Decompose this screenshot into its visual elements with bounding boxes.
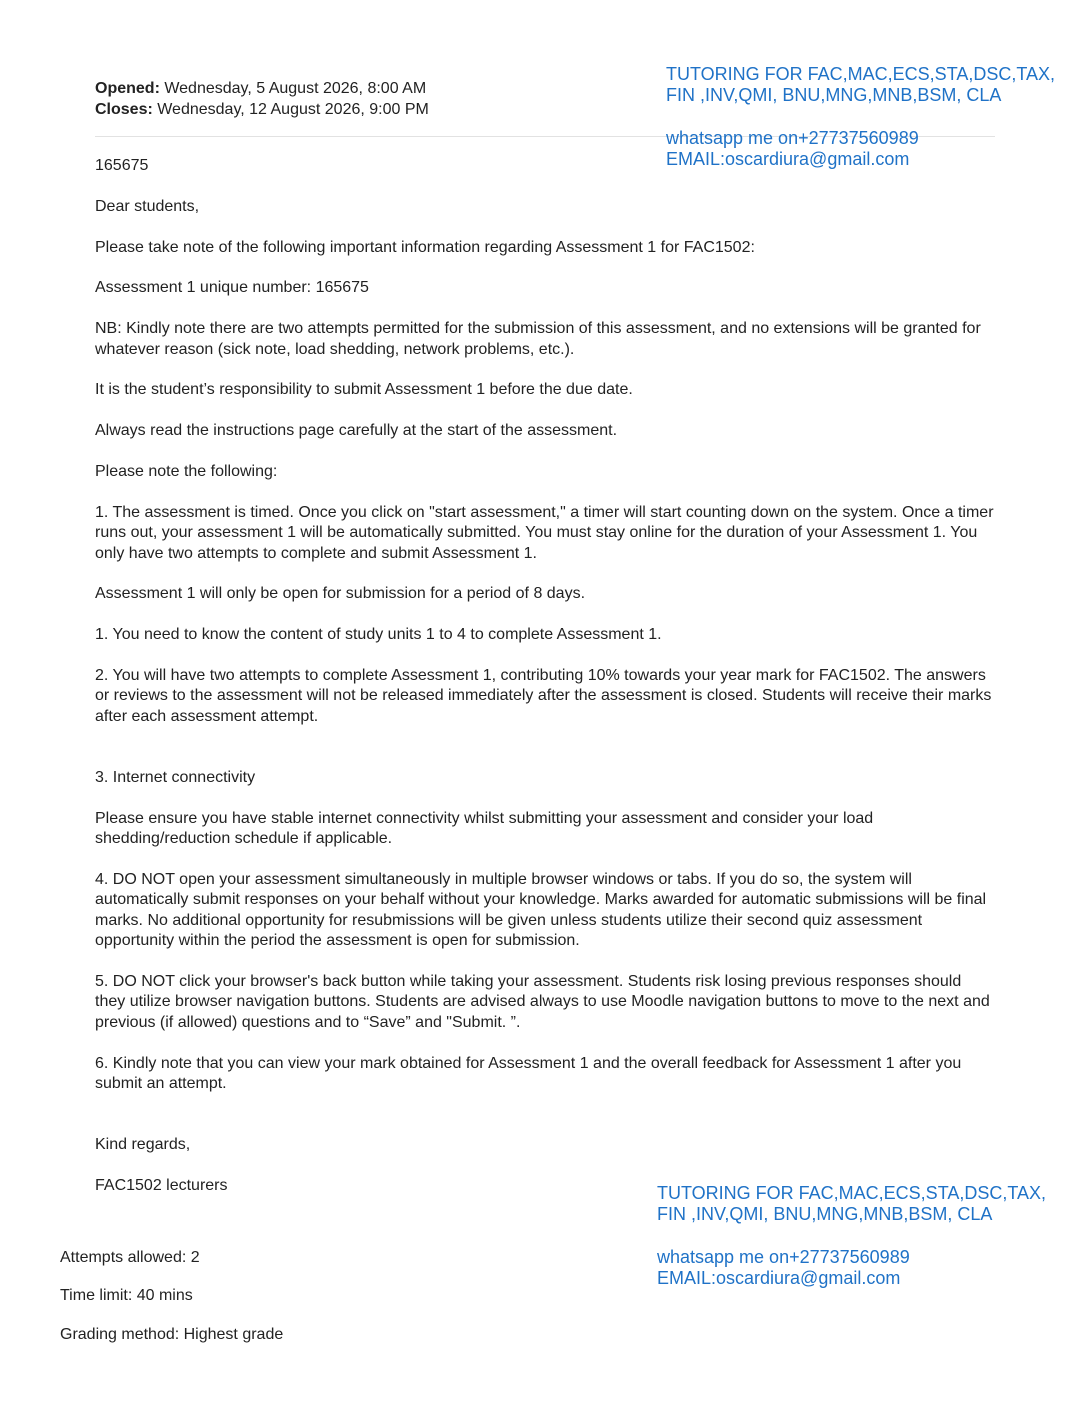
promo-whatsapp: whatsapp me on+27737560989 xyxy=(666,128,919,148)
nb-paragraph: NB: Kindly note there are two attempts permitted for the submission of this assessment, and no extensions will be granted for whatever reason (sick note, load shedding, network problems, etc.). xyxy=(95,320,981,358)
feedback-paragraph: 6. Kindly note that you can view your mark obtained for Assessment 1 and the overall feedback for Assessment 1 after you submit an attempt. xyxy=(95,1054,962,1093)
opened-label: Opened: xyxy=(95,80,160,97)
promo-email: EMAIL:oscardiura@gmail.com xyxy=(666,149,910,169)
closing-regards: Kind regards, xyxy=(95,1136,191,1154)
opened-value: Wednesday, 5 August 2026, 8:00 AM xyxy=(159,80,427,97)
attempts-allowed: Attempts allowed: 2 xyxy=(60,1249,200,1266)
intro-paragraph: Please take note of the following important information regarding Assessment 1 for FAC1502: xyxy=(95,238,755,256)
assessment-description xyxy=(95,156,995,1217)
greeting: Dear students, xyxy=(95,197,200,215)
study-units-paragraph: 1. You need to know the content of study units 1 to 4 to complete Assessment 1. xyxy=(95,626,662,644)
instructions-paragraph: Always read the instructions page carefully at the start of the assessment. xyxy=(95,422,618,440)
assessment-dates xyxy=(95,78,429,120)
note-heading: Please note the following: xyxy=(95,462,278,480)
tutoring-watermark-bottom xyxy=(657,1183,1046,1289)
closes-value: Wednesday, 12 August 2026, 9:00 PM xyxy=(152,101,429,118)
promo-email: EMAIL:oscardiura@gmail.com xyxy=(657,1268,901,1288)
promo-subjects-line-2: FIN ,INV,QMI, BNU,MNG,MNB,BSM, CLA xyxy=(657,1204,993,1224)
closes-label: Closes: xyxy=(95,101,153,118)
timed-paragraph: 1. The assessment is timed. Once you click on "start assessment," a timer will start counting down on the system. Once a timer runs out, your assessment 1 will be automatically submitted. You must stay online for the duration of your Assessment 1. You only have two attempts to complete and submit Assessment 1. xyxy=(95,503,994,562)
responsibility-paragraph: It is the student’s responsibility to submit Assessment 1 before the due date. xyxy=(95,381,633,399)
open-period-paragraph: Assessment 1 will only be open for submission for a period of 8 days. xyxy=(95,585,586,603)
connectivity-heading: 3. Internet connectivity xyxy=(95,769,256,786)
opened-row xyxy=(95,78,429,99)
time-limit: Time limit: 40 mins xyxy=(60,1287,193,1304)
attempts-paragraph: 2. You will have two attempts to complete Assessment 1, contributing 10% towards your year mark for FAC1502. The answers or reviews to the assessment will not be released immediately after the assessment is closed. Students will receive their marks after each assessment attempt. xyxy=(95,666,992,725)
promo-subjects-line-2: FIN ,INV,QMI, BNU,MNG,MNB,BSM, CLA xyxy=(666,85,1002,105)
promo-whatsapp: whatsapp me on+27737560989 xyxy=(657,1247,910,1267)
unique-number: 165675 xyxy=(95,157,149,174)
tutoring-watermark-top xyxy=(666,64,1055,170)
connectivity-paragraph: Please ensure you have stable internet connectivity whilst submitting your assessment and consider your load shedding/reduction schedule if applicable. xyxy=(95,809,874,848)
unique-number-paragraph: Assessment 1 unique number: 165675 xyxy=(95,279,369,297)
grading-method: Grading method: Highest grade xyxy=(60,1326,284,1343)
signature: FAC1502 lecturers xyxy=(95,1177,228,1195)
back-button-paragraph: 5. DO NOT click your browser's back button while taking your assessment. Students risk losing previous responses should they utilize browser navigation buttons. Students are advised always to use Moodle navigation buttons to move to the next and previous (if allowed) questions and to “Save” and "Submit. ”. xyxy=(95,973,990,1031)
closes-row xyxy=(95,99,429,120)
multiple-windows-paragraph: 4. DO NOT open your assessment simultaneously in multiple browser windows or tabs. If you do so, the system will automatically submit responses on your behalf without your knowledge. Marks awarded for automatic submissions will be final marks. No additional opportunity for resubmissions will be given unless students utilize their second quiz assessment opportunity within the period the assessment is open for submission. xyxy=(95,871,987,950)
promo-subjects-line-1: TUTORING FOR FAC,MAC,ECS,STA,DSC,TAX, xyxy=(657,1183,1047,1203)
promo-subjects-line-1: TUTORING FOR FAC,MAC,ECS,STA,DSC,TAX, xyxy=(666,64,1056,84)
